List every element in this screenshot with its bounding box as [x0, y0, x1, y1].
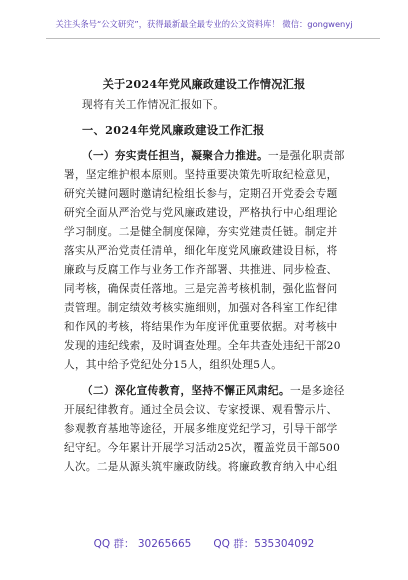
paragraph-line: 开展纪律教育。通过全员会议、专家授课、观看警示片、 — [64, 404, 338, 416]
section-heading: 一、2024年党风廉政建设工作汇报 — [82, 123, 265, 137]
document-title: 关于2024年党风廉政建设工作情况汇报 — [102, 77, 306, 91]
paragraph-line: 研究关键问题时邀请纪检组长参与，定期召开党委会专题 — [64, 188, 338, 200]
paragraph-lead: （一）夯实责任担当，凝聚合力推进。 — [82, 150, 269, 162]
paragraph-text: 一是多途径 — [289, 385, 345, 397]
header-divider — [46, 38, 380, 39]
paragraph-line: 纪守纪。今年累计开展学习活动25次，覆盖党员干部500 — [64, 442, 341, 454]
paragraph-line: 发现的违纪线索，及时调查处理。全年共查处违纪干部20 — [64, 340, 341, 352]
footer-qq-group-1: QQ 群： 30265665 — [93, 538, 192, 550]
header-banner: 关注头条号“公文研究”，获得最新最全最专业的公文资料库！ 微信：gongwenyj — [55, 19, 353, 29]
intro-paragraph: 现将有关工作情况汇报如下。 — [82, 99, 225, 111]
footer-qq-group-2: QQ 群：535304092 — [213, 538, 315, 550]
paragraph-line: 署，坚定维护根本原则。坚持重要决策先听取纪检意见， — [64, 169, 338, 181]
footer — [0, 536, 408, 551]
paragraph-line: 人，其中给予党纪处分15人，组织处理5人。 — [64, 359, 283, 371]
paragraph-line: 研究全面从严治党与党风廉政建设，严格执行中心组理论 — [64, 207, 338, 219]
paragraph-text: 一是强化职责部 — [268, 150, 345, 162]
paragraph-line — [82, 385, 345, 398]
paragraph-line: 和作风的考核，将结果作为年度评优重要依据。对考核中 — [64, 321, 338, 333]
paragraph-line: 廉政与反腐工作与业务工作齐部署、共推进、同步检查、 — [64, 264, 338, 276]
paragraph-line: 同考核，确保责任落地。三是完善考核机制，强化监督问 — [64, 283, 338, 295]
paragraph-line: 人次。二是从源头筑牢廉政防线。将廉政教育纳入中心组 — [64, 461, 338, 473]
paragraph-line: 学习制度。二是健全制度保障，夯实党建责任链。制定并 — [64, 226, 338, 238]
paragraph-line — [82, 150, 345, 163]
paragraph-line: 责管理。制定绩效考核实施细则，加强对各科室工作纪律 — [64, 302, 338, 314]
paragraph-lead: （二）深化宣传教育，坚持不懈正风肃纪。 — [82, 385, 290, 397]
paragraph-line: 落实从严治党责任清单，细化年度党风廉政建设目标，将 — [64, 245, 338, 257]
paragraph-line: 参观教育基地等途径，开展多维度党纪学习，引导干部学 — [64, 423, 338, 435]
